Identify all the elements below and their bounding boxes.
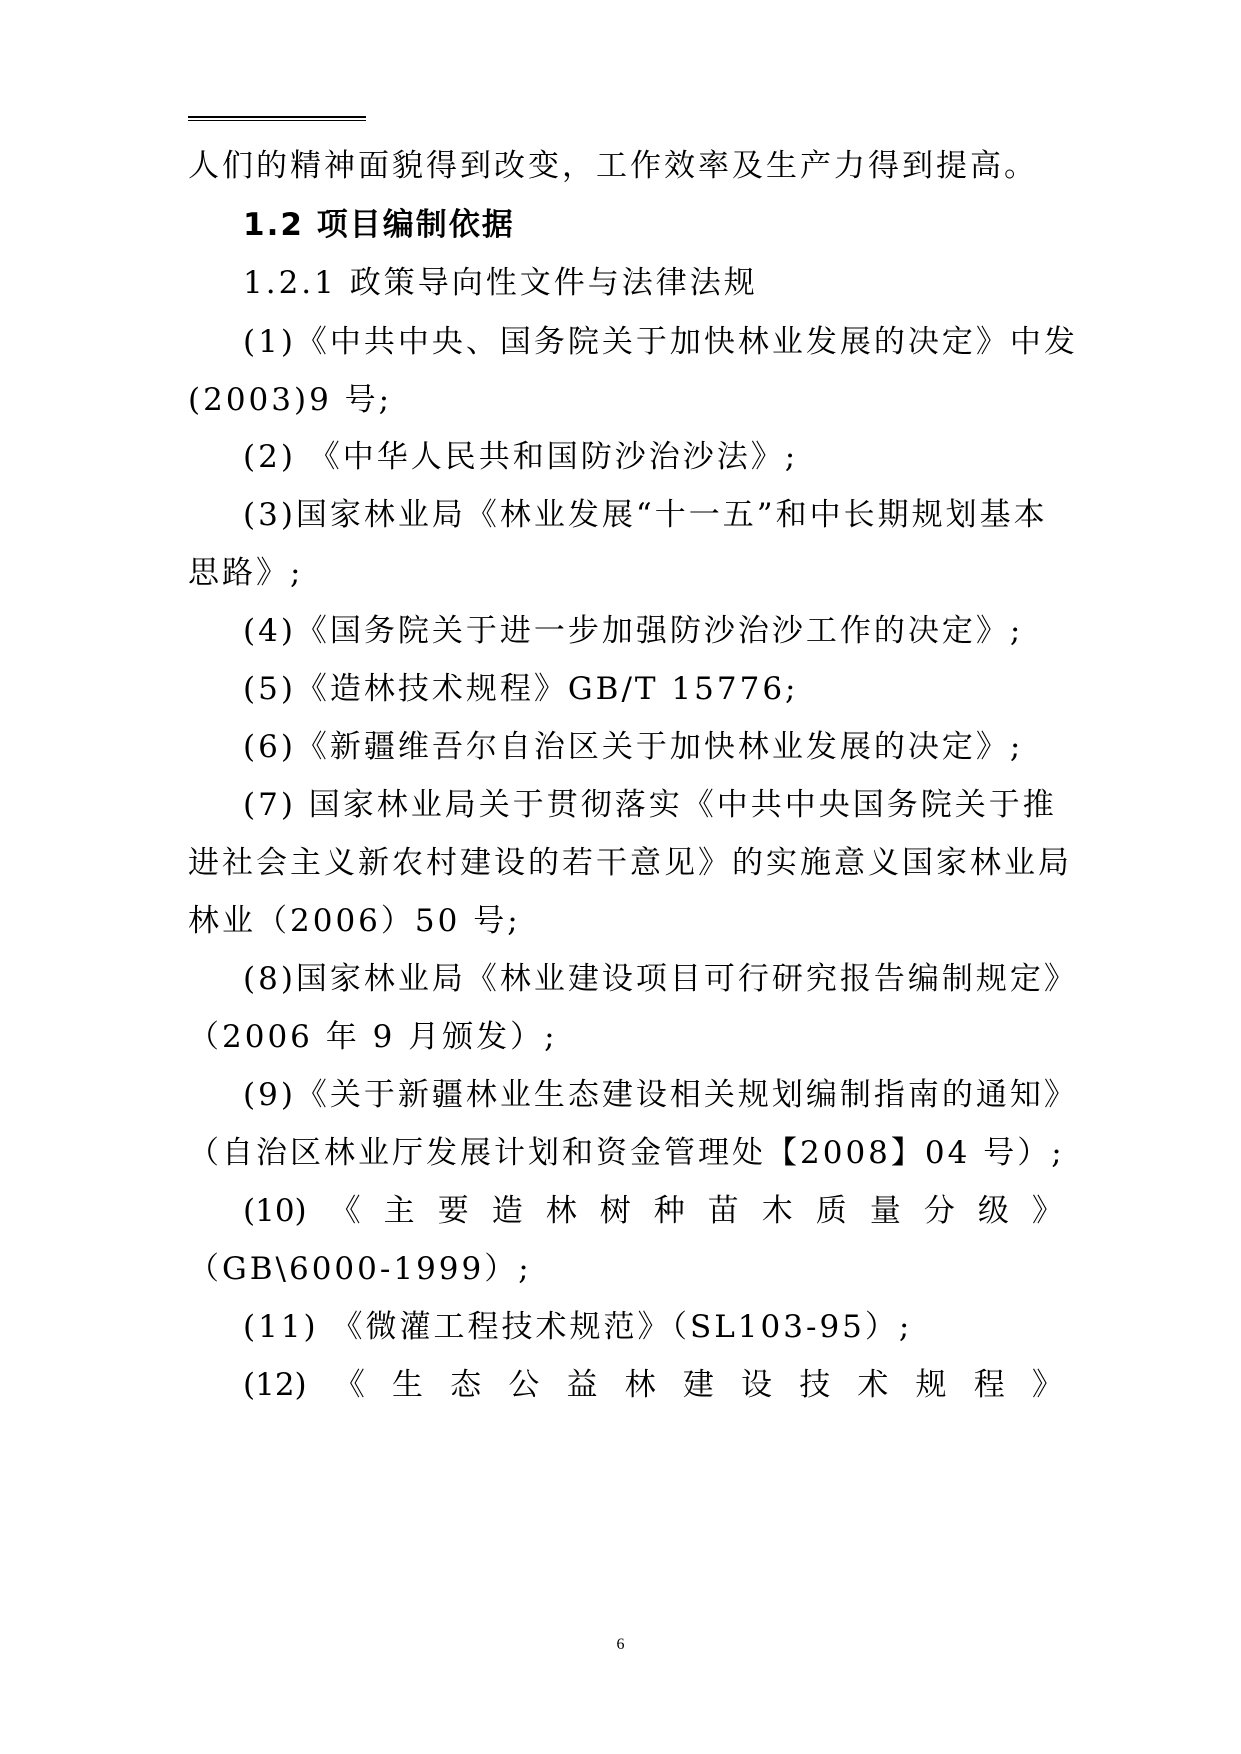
token: (10) — [243, 1193, 307, 1229]
token: 《 — [329, 1193, 361, 1229]
list-item-continuation: (2003)9 号; — [188, 382, 393, 418]
token: 造 — [491, 1193, 523, 1229]
list-item: (3)国家林业局《林业发展“十一五”和中长期规划基本 — [243, 497, 1048, 533]
list-item: (4)《国务院关于进一步加强防沙治沙工作的决定》; — [243, 613, 1024, 649]
token: 级 — [977, 1193, 1009, 1229]
token: 益 — [566, 1367, 598, 1403]
list-item: (2) 《中华人民共和国防沙治沙法》; — [243, 439, 799, 475]
list-item: (5)《造林技术规程》GB/T 15776; — [243, 671, 799, 707]
token: 树 — [599, 1193, 631, 1229]
token: 《 — [333, 1367, 365, 1403]
header-rule — [188, 116, 366, 121]
token: 木 — [761, 1193, 793, 1229]
token: 质 — [815, 1193, 847, 1229]
token: 术 — [857, 1367, 889, 1403]
token: 主 — [383, 1193, 415, 1229]
token: 公 — [508, 1367, 540, 1403]
token: 分 — [923, 1193, 955, 1229]
token: 程 — [973, 1367, 1005, 1403]
list-item: (7) 国家林业局关于贯彻落实《中共中央国务院关于推 — [243, 787, 1057, 823]
token: (12) — [243, 1367, 307, 1403]
list-item-continuation: （自治区林业厅发展计划和资金管理处【2008】04 号）; — [188, 1135, 1065, 1171]
list-item-justified — [243, 1193, 1063, 1229]
token: 生 — [391, 1367, 423, 1403]
token: 林 — [624, 1367, 656, 1403]
list-item-justified — [243, 1367, 1063, 1403]
text-line: 人们的精神面貌得到改变，工作效率及生产力得到提高。 — [188, 148, 1038, 184]
list-item: (6)《新疆维吾尔自治区关于加快林业发展的决定》; — [243, 729, 1024, 765]
page-number: 6 — [616, 1636, 625, 1653]
token: 态 — [450, 1367, 482, 1403]
list-item-continuation: 林业（2006）50 号; — [188, 903, 521, 939]
list-item: (8)国家林业局《林业建设项目可行研究报告编制规定》 — [243, 961, 1078, 997]
list-item: (9)《关于新疆林业生态建设相关规划编制指南的通知》 — [243, 1077, 1078, 1113]
list-item-continuation: （2006 年 9 月颁发）; — [188, 1019, 558, 1055]
token: 量 — [869, 1193, 901, 1229]
token: 设 — [741, 1367, 773, 1403]
token: 规 — [915, 1367, 947, 1403]
section-heading: 1.2 项目编制依据 — [243, 207, 515, 243]
token: 种 — [653, 1193, 685, 1229]
subsection-heading: 1.2.1 政策导向性文件与法律法规 — [243, 265, 758, 301]
token: 》 — [1031, 1367, 1063, 1403]
list-item-continuation: 思路》; — [188, 555, 304, 591]
token: 林 — [545, 1193, 577, 1229]
list-item-continuation: 进社会主义新农村建设的若干意见》的实施意义国家林业局 — [188, 845, 1072, 881]
token: 苗 — [707, 1193, 739, 1229]
token: 技 — [799, 1367, 831, 1403]
token: 建 — [682, 1367, 714, 1403]
token: 要 — [437, 1193, 469, 1229]
list-item: (1)《中共中央、国务院关于加快林业发展的决定》中发 — [243, 324, 1078, 360]
list-item: (11) 《微灌工程技术规范》（SL103-95）; — [243, 1309, 913, 1345]
token: 》 — [1031, 1193, 1063, 1229]
list-item-continuation: （GB\6000-1999）; — [188, 1251, 532, 1287]
